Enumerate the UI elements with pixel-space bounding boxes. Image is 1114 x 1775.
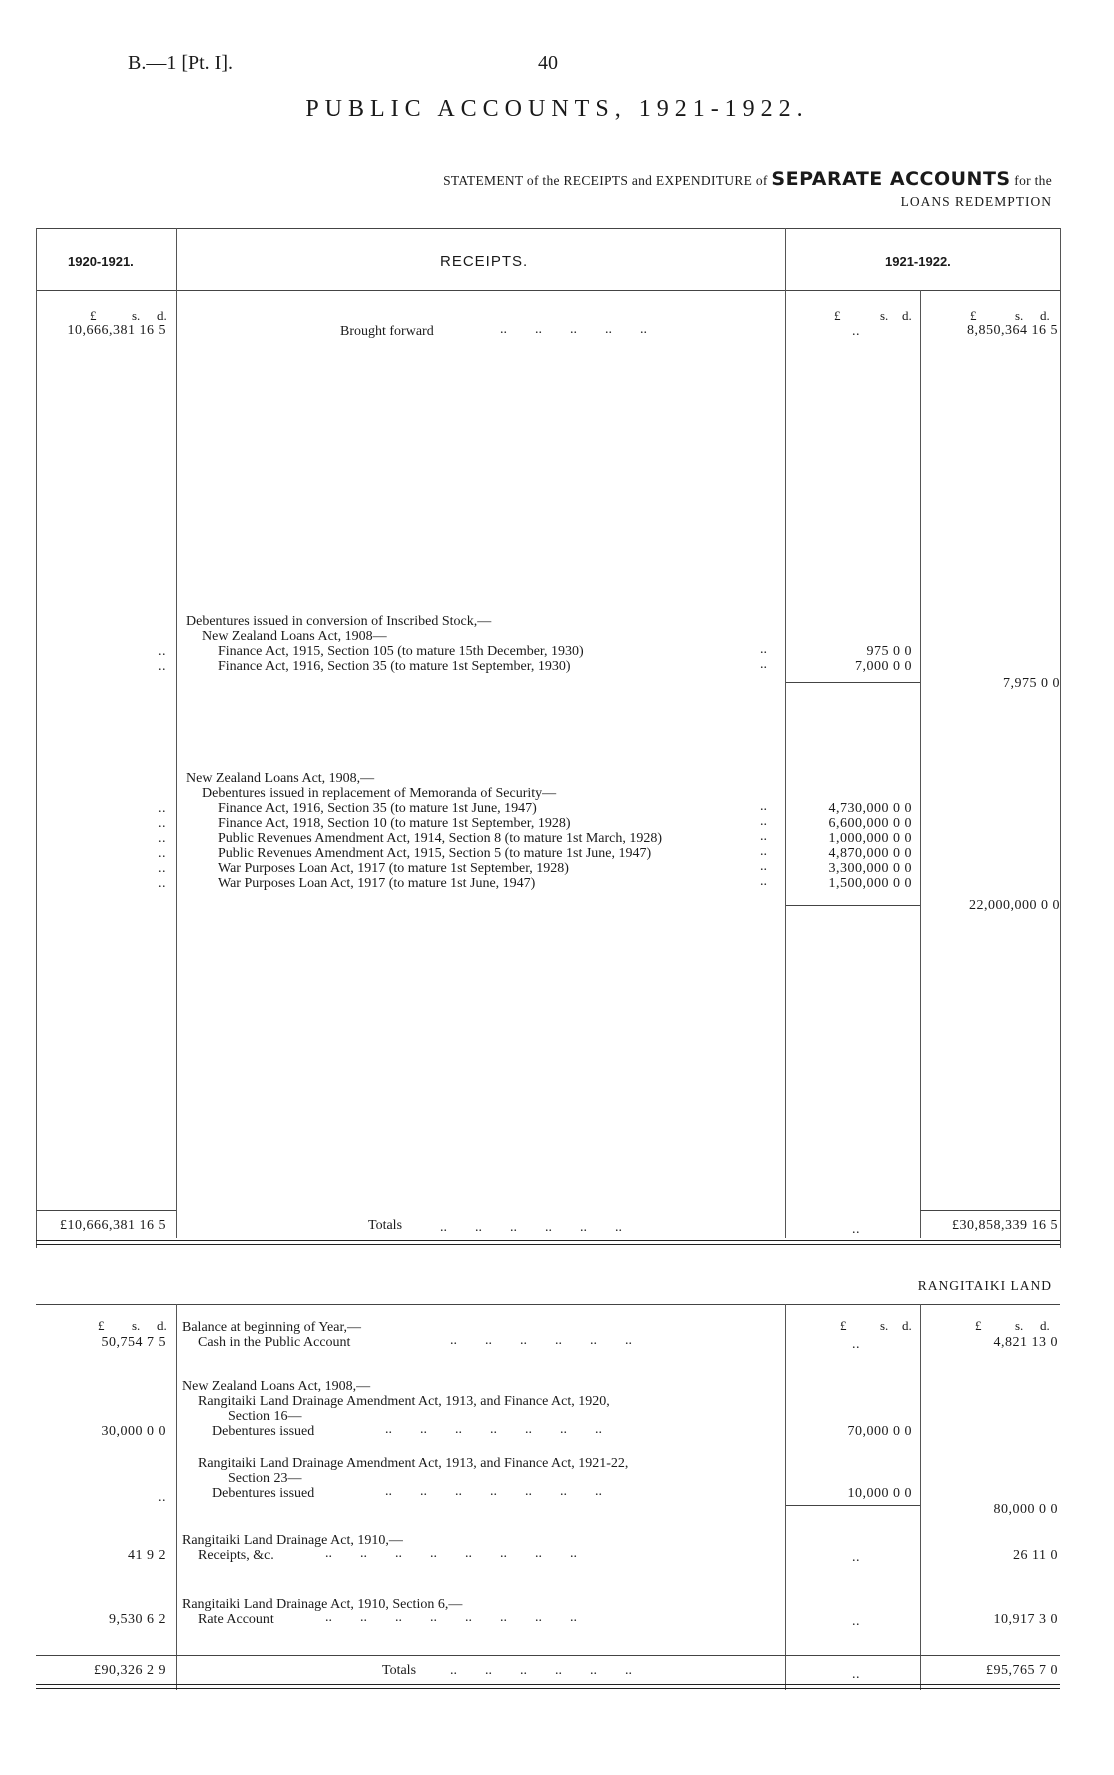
left-border bbox=[36, 228, 37, 1248]
totals-curr: £95,765 7 0 bbox=[986, 1663, 1058, 1678]
item-prev: .. bbox=[158, 659, 166, 674]
leader-dots: .. bbox=[760, 829, 767, 844]
item-prev: .. bbox=[158, 801, 166, 816]
drainage2-line2: Section 23— bbox=[228, 1471, 302, 1486]
rate-inner: .. bbox=[852, 1614, 860, 1629]
drainage2-line1: Rangitaiki Land Drainage Amendment Act, 1913, and Finance Act, 1921-22, bbox=[198, 1456, 629, 1471]
leader-dots: .. .. .. .. .. bbox=[500, 322, 647, 337]
subtotal-rule bbox=[786, 682, 920, 683]
brought-forward-inner: .. bbox=[852, 324, 860, 339]
col-divider-3 bbox=[920, 1304, 921, 1690]
col-header-curr-year: 1921-1922. bbox=[885, 254, 951, 269]
balance-heading: Balance at beginning of Year,— bbox=[182, 1320, 362, 1335]
memo-heading: Debentures issued in replacement of Memoranda of Security— bbox=[202, 786, 557, 801]
item-label: Finance Act, 1916, Section 35 (to mature 1st June, 1947) bbox=[218, 801, 537, 816]
statement-heading bbox=[443, 168, 1052, 190]
conversion-total: 7,975 0 0 bbox=[1003, 676, 1060, 691]
leader-dots: .. bbox=[760, 814, 767, 829]
leader-dots: .. bbox=[760, 844, 767, 859]
unit-shilling: s. bbox=[1015, 308, 1024, 323]
drainage2-prev: .. bbox=[158, 1490, 166, 1505]
item-amount: 6,600,000 0 0 bbox=[828, 816, 912, 831]
statement-prefix: STATEMENT of the RECEIPTS and EXPENDITURE of bbox=[443, 173, 768, 188]
leader-dots: .. .. .. .. .. .. bbox=[450, 1663, 632, 1678]
item-label: Finance Act, 1918, Section 10 (to mature 1st September, 1928) bbox=[218, 816, 571, 831]
item-prev: .. bbox=[158, 644, 166, 659]
unit-pence: d. bbox=[1040, 1318, 1050, 1333]
item-amount: 4,730,000 0 0 bbox=[828, 801, 912, 816]
loans-act-heading: New Zealand Loans Act, 1908,— bbox=[182, 1379, 371, 1394]
section-heading-rangitaiki-land: RANGITAIKI LAND bbox=[917, 1278, 1052, 1293]
unit-pence: d. bbox=[157, 308, 167, 323]
rate-curr: 10,917 3 0 bbox=[993, 1612, 1058, 1627]
unit-pound: £ bbox=[90, 308, 97, 323]
receipts-act: Rangitaiki Land Drainage Act, 1910,— bbox=[182, 1533, 403, 1548]
leader-dots: .. .. .. .. .. .. bbox=[450, 1333, 632, 1348]
brought-forward-curr: 8,850,364 16 5 bbox=[967, 323, 1058, 338]
header-bottom-rule bbox=[36, 290, 1060, 291]
cash-inner: .. bbox=[852, 1337, 860, 1352]
item-label: War Purposes Loan Act, 1917 (to mature 1st June, 1947) bbox=[218, 876, 536, 891]
drainage1-line2: Section 16— bbox=[228, 1409, 302, 1424]
section-heading-loans-redemption: LOANS REDEMPTION bbox=[900, 194, 1052, 209]
leader-dots: .. .. .. .. .. .. bbox=[440, 1220, 622, 1235]
item-prev: .. bbox=[158, 861, 166, 876]
leader-dots: .. bbox=[760, 657, 767, 672]
receipts-label: Receipts, &c. bbox=[198, 1548, 274, 1563]
totals-prev: £90,326 2 9 bbox=[94, 1663, 166, 1678]
leader-dots: .. .. .. .. .. .. .. .. bbox=[325, 1610, 577, 1625]
cash-curr: 4,821 13 0 bbox=[993, 1335, 1058, 1350]
unit-pence: d. bbox=[1040, 308, 1050, 323]
conversion-heading: Debentures issued in conversion of Inscribed Stock,— bbox=[186, 614, 492, 629]
totals-rule bbox=[36, 1655, 1060, 1656]
leader-dots: .. bbox=[760, 799, 767, 814]
unit-pound: £ bbox=[840, 1318, 847, 1333]
totals-label: Totals bbox=[368, 1218, 403, 1233]
unit-pence: d. bbox=[902, 1318, 912, 1333]
drainage1-label: Debentures issued bbox=[212, 1424, 315, 1439]
leader-dots: .. bbox=[760, 642, 767, 657]
item-prev: .. bbox=[158, 846, 166, 861]
statement-suffix: for the bbox=[1014, 173, 1052, 188]
totals-label: Totals bbox=[382, 1663, 417, 1678]
page-title: PUBLIC ACCOUNTS, 1921-1922. bbox=[305, 96, 809, 122]
drainage2-amount: 10,000 0 0 bbox=[847, 1486, 912, 1501]
memo-act: New Zealand Loans Act, 1908,— bbox=[186, 771, 375, 786]
totals-rule bbox=[36, 1210, 176, 1211]
brought-forward-label: Brought forward bbox=[340, 324, 434, 339]
unit-shilling: s. bbox=[132, 1318, 141, 1333]
totals-inner: .. bbox=[852, 1222, 860, 1237]
col-divider-2 bbox=[785, 228, 786, 1238]
item-amount: 4,870,000 0 0 bbox=[828, 846, 912, 861]
item-amount: 7,000 0 0 bbox=[855, 659, 912, 674]
drainage1-amount: 70,000 0 0 bbox=[847, 1424, 912, 1439]
rate-label: Rate Account bbox=[198, 1612, 274, 1627]
unit-pound: £ bbox=[970, 308, 977, 323]
cash-label: Cash in the Public Account bbox=[198, 1335, 351, 1350]
receipts-inner: .. bbox=[852, 1550, 860, 1565]
col-divider-3 bbox=[920, 290, 921, 1238]
item-label: Public Revenues Amendment Act, 1915, Section 5 (to mature 1st June, 1947) bbox=[218, 846, 652, 861]
totals-prev: £10,666,381 16 5 bbox=[60, 1218, 166, 1233]
item-prev: .. bbox=[158, 876, 166, 891]
item-label: Finance Act, 1915, Section 105 (to mature 15th December, 1930) bbox=[218, 644, 584, 659]
totals-rule bbox=[920, 1210, 1060, 1211]
rate-act: Rangitaiki Land Drainage Act, 1910, Section 6,— bbox=[182, 1597, 463, 1612]
totals-curr: £30,858,339 16 5 bbox=[952, 1218, 1058, 1233]
item-amount: 1,500,000 0 0 bbox=[828, 876, 912, 891]
unit-shilling: s. bbox=[880, 308, 889, 323]
document-reference: B.—1 [Pt. I]. bbox=[128, 52, 233, 74]
col-divider-2 bbox=[785, 1304, 786, 1690]
unit-shilling: s. bbox=[132, 308, 141, 323]
memo-total: 22,000,000 0 0 bbox=[969, 898, 1060, 913]
item-label: War Purposes Loan Act, 1917 (to mature 1st September, 1928) bbox=[218, 861, 569, 876]
receipts-curr: 26 11 0 bbox=[1013, 1548, 1058, 1563]
drainage2-label: Debentures issued bbox=[212, 1486, 315, 1501]
unit-pound: £ bbox=[975, 1318, 982, 1333]
unit-shilling: s. bbox=[1015, 1318, 1024, 1333]
leader-dots: .. .. .. .. .. .. .. bbox=[385, 1422, 602, 1437]
leader-dots: .. bbox=[760, 859, 767, 874]
debentures-total: 80,000 0 0 bbox=[993, 1502, 1058, 1517]
item-label: Finance Act, 1916, Section 35 (to mature 1st September, 1930) bbox=[218, 659, 571, 674]
col-header-receipts: RECEIPTS. bbox=[440, 253, 529, 270]
unit-shilling: s. bbox=[880, 1318, 889, 1333]
item-amount: 1,000,000 0 0 bbox=[828, 831, 912, 846]
statement-bold-title: SEPARATE ACCOUNTS bbox=[771, 168, 1011, 190]
totals-inner: .. bbox=[852, 1667, 860, 1682]
col-divider-1 bbox=[176, 228, 177, 1238]
receipts-prev: 41 9 2 bbox=[128, 1548, 166, 1563]
leader-dots: .. .. .. .. .. .. .. .. bbox=[325, 1546, 577, 1561]
drainage1-line1: Rangitaiki Land Drainage Amendment Act, 1913, and Finance Act, 1920, bbox=[198, 1394, 610, 1409]
double-rule bbox=[36, 1240, 1060, 1245]
leader-dots: .. .. .. .. .. .. .. bbox=[385, 1484, 602, 1499]
table-top-rule bbox=[36, 228, 1060, 229]
item-label: Public Revenues Amendment Act, 1914, Section 8 (to mature 1st March, 1928) bbox=[218, 831, 663, 846]
unit-pound: £ bbox=[98, 1318, 105, 1333]
unit-pound: £ bbox=[834, 308, 841, 323]
conversion-act: New Zealand Loans Act, 1908— bbox=[202, 629, 387, 644]
col-header-prev-year: 1920-1921. bbox=[68, 254, 134, 269]
subtotal-rule bbox=[786, 905, 920, 906]
drainage1-prev: 30,000 0 0 bbox=[101, 1424, 166, 1439]
unit-pence: d. bbox=[902, 308, 912, 323]
subtotal-rule bbox=[786, 1505, 920, 1506]
brought-forward-prev: 10,666,381 16 5 bbox=[67, 323, 166, 338]
item-amount: 975 0 0 bbox=[866, 644, 912, 659]
rate-prev: 9,530 6 2 bbox=[109, 1612, 166, 1627]
page-number: 40 bbox=[538, 52, 558, 74]
double-rule bbox=[36, 1684, 1060, 1689]
item-prev: .. bbox=[158, 831, 166, 846]
item-prev: .. bbox=[158, 816, 166, 831]
unit-pence: d. bbox=[157, 1318, 167, 1333]
table-top-rule bbox=[36, 1304, 1060, 1305]
item-amount: 3,300,000 0 0 bbox=[828, 861, 912, 876]
col-divider-1 bbox=[176, 1304, 177, 1690]
leader-dots: .. bbox=[760, 874, 767, 889]
right-border bbox=[1060, 228, 1061, 1248]
cash-prev: 50,754 7 5 bbox=[101, 1335, 166, 1350]
